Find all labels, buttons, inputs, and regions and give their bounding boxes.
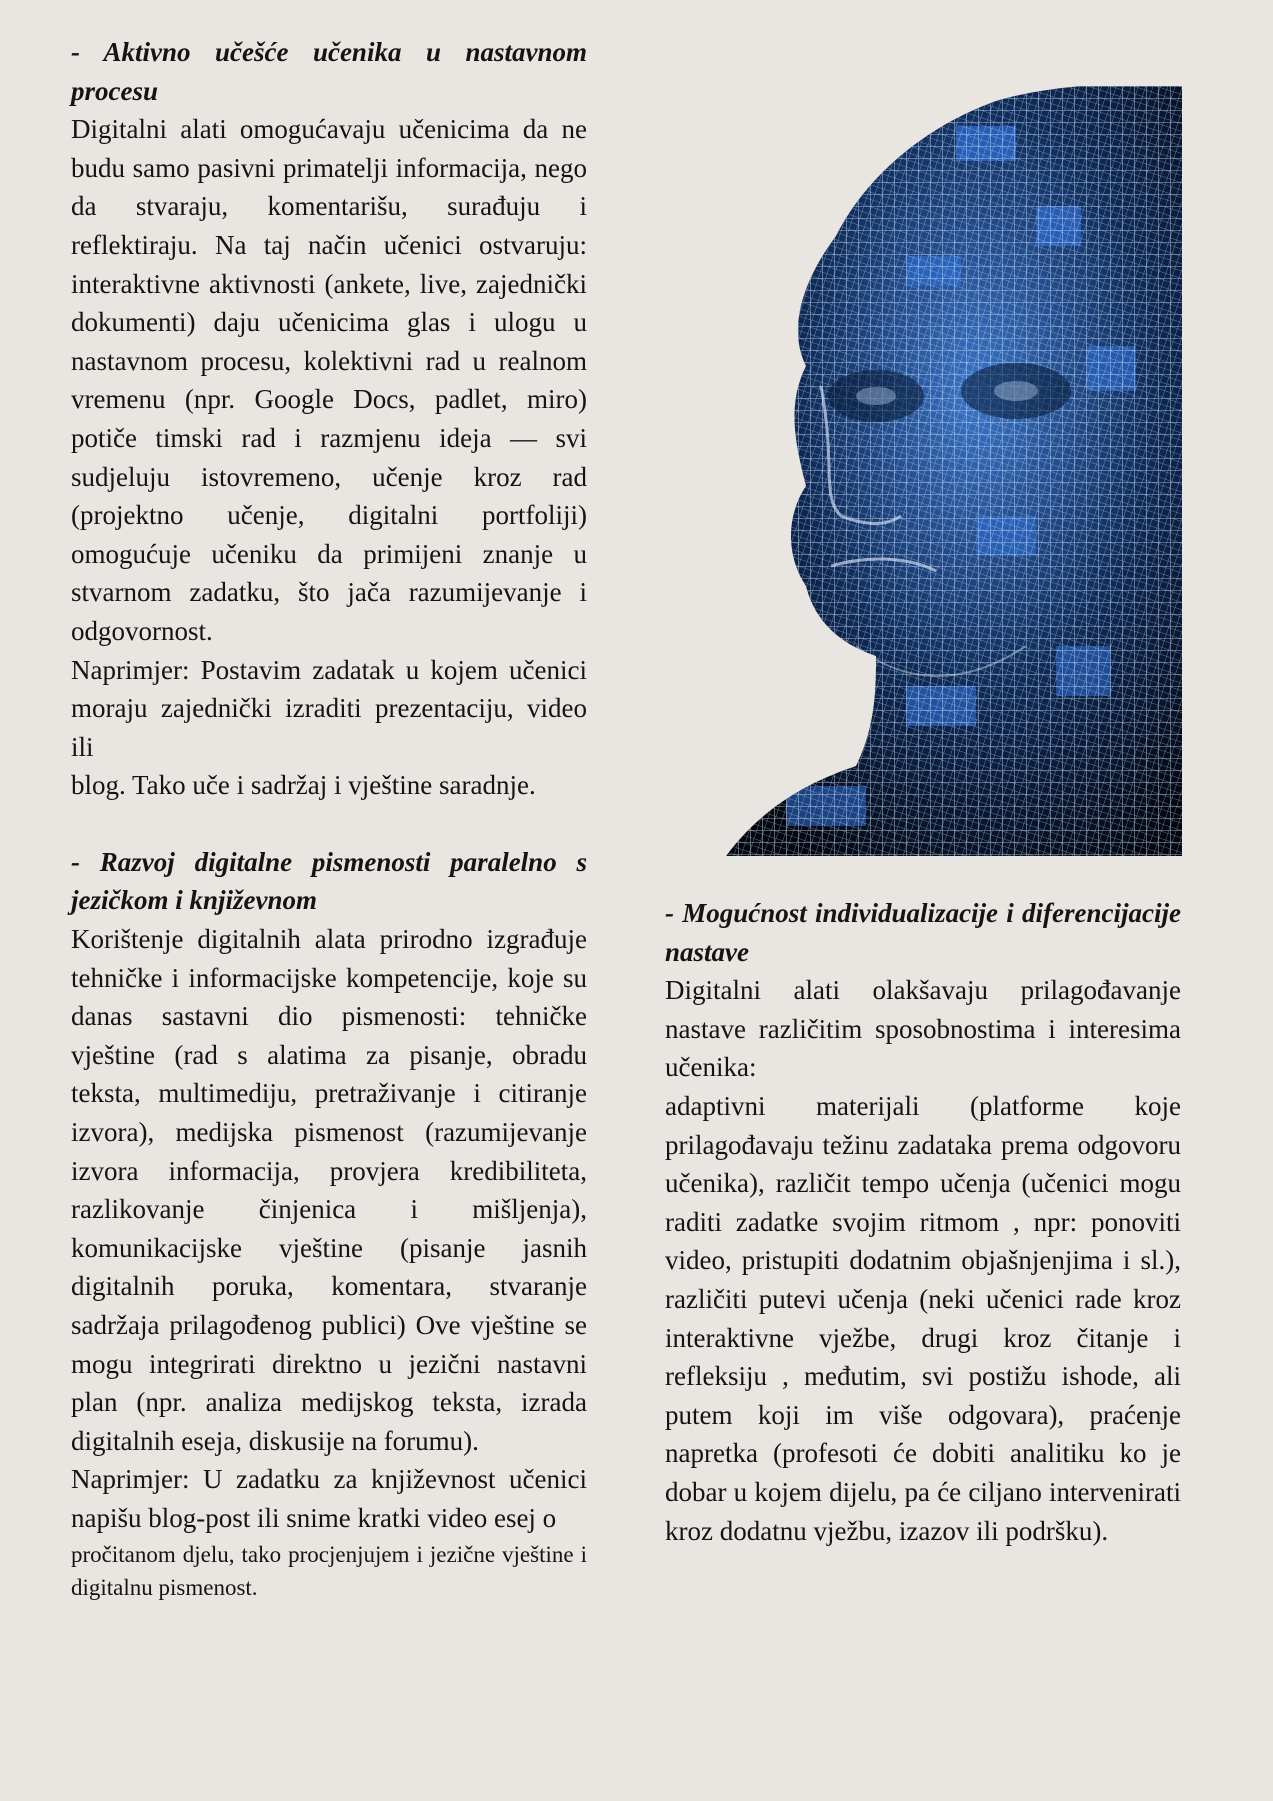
section-heading-active-participation: - Aktivno učešće učenika u nastavnom procesu [71,37,587,106]
section-spacer [71,805,587,843]
example-digital-literacy-end: pročitanom djelu, tako procjenjujem i jezične vještine i digitalnu pismenost. [71,1541,587,1600]
wireframe-head-illustration-icon [726,86,1182,856]
section-intro-individualization: Digitalni alati olakšavaju prilagođavanje nastave različitim sposobnostima i interesima učenika: [665,975,1181,1083]
section-heading-digital-literacy: - Razvoj digitalne pismenosti paralelno s jezičkom i književnom [71,846,587,916]
right-column [665,894,1181,1550]
section-body-active-participation: Digitalni alati omogućavaju učenicima da ne budu samo pasivni primatelji informacija, nego da stvaraju, komentarišu, surađuju i reflektiraju. Na taj način učenici ostvaruju: interaktivne aktivnosti (ankete, live, zajednički dokumenti) daju učenicima glas i ulogu u nastavnom procesu, kolektivni rad u realnom vremenu (npr. Google Docs, padlet, miro) potiče timski rad i razmjenu ideja — svi sudjeluju istovremeno, učenje kroz rad (projektno učenje, digitalni portfoliji) omogućuje učeniku da primijeni znanje u stvarnom zadatku, što jača razumijevanje i odgovornost. [71,114,587,646]
example-digital-literacy: Naprimjer: U zadatku za književnost učenici napišu blog-post ili snime kratki video esej o [71,1464,587,1533]
example-active-participation-end: blog. Tako uče i sadržaj i vještine saradnje. [71,770,536,801]
section-body-individualization: adaptivni materijali (platforme koje prilagođavaju težinu zadataka prema odgovoru učenika), različit tempo učenja (učenici mogu raditi zadatke svojim ritmom , npr: ponoviti video, pristupiti dodatnim objašnjenjima i sl.), različiti putevi učenja (neki učenici rade kroz interaktivne vježbe, drugi kroz čitanje i refleksiju , međutim, svi postižu ishode, ali putem koji im više odgovara), praćenje napretka (profesoti će dobiti analitiku ko je dobar u kojem dijelu, pa će ciljano intervenirati kroz dodatnu vježbu, izazov ili podršku). [665,1090,1181,1546]
example-active-participation: Naprimjer: Postavim zadatak u kojem učenici moraju zajednički izraditi prezentaciju, video ili [71,654,587,762]
wireframe-head-image [726,86,1182,856]
left-column [71,33,587,1604]
section-body-digital-literacy: Korištenje digitalnih alata prirodno izgrađuje tehničke i informacijske kompetencije, koje su danas sastavni dio pismenosti: tehničke vještine (rad s alatima za pisanje, obradu teksta, multimediju, pretraživanje i citiranje izvora), medijska pismenost (razumijevanje izvora informacija, provjera kredibiliteta, razlikovanje činjenica i mišljenja), komunikacijske vještine (pisanje jasnih digitalnih poruka, komentara, stvaranje sadržaja prilagođenog publici) Ove vještine se mogu integrirati direktno u jezični nastavni plan (npr. analiza medijskog teksta, izrada digitalnih eseja, diskusije na forumu). [71,924,587,1456]
section-heading-individualization: - Mogućnost individualizacije i diferencijacije nastave [665,898,1181,967]
